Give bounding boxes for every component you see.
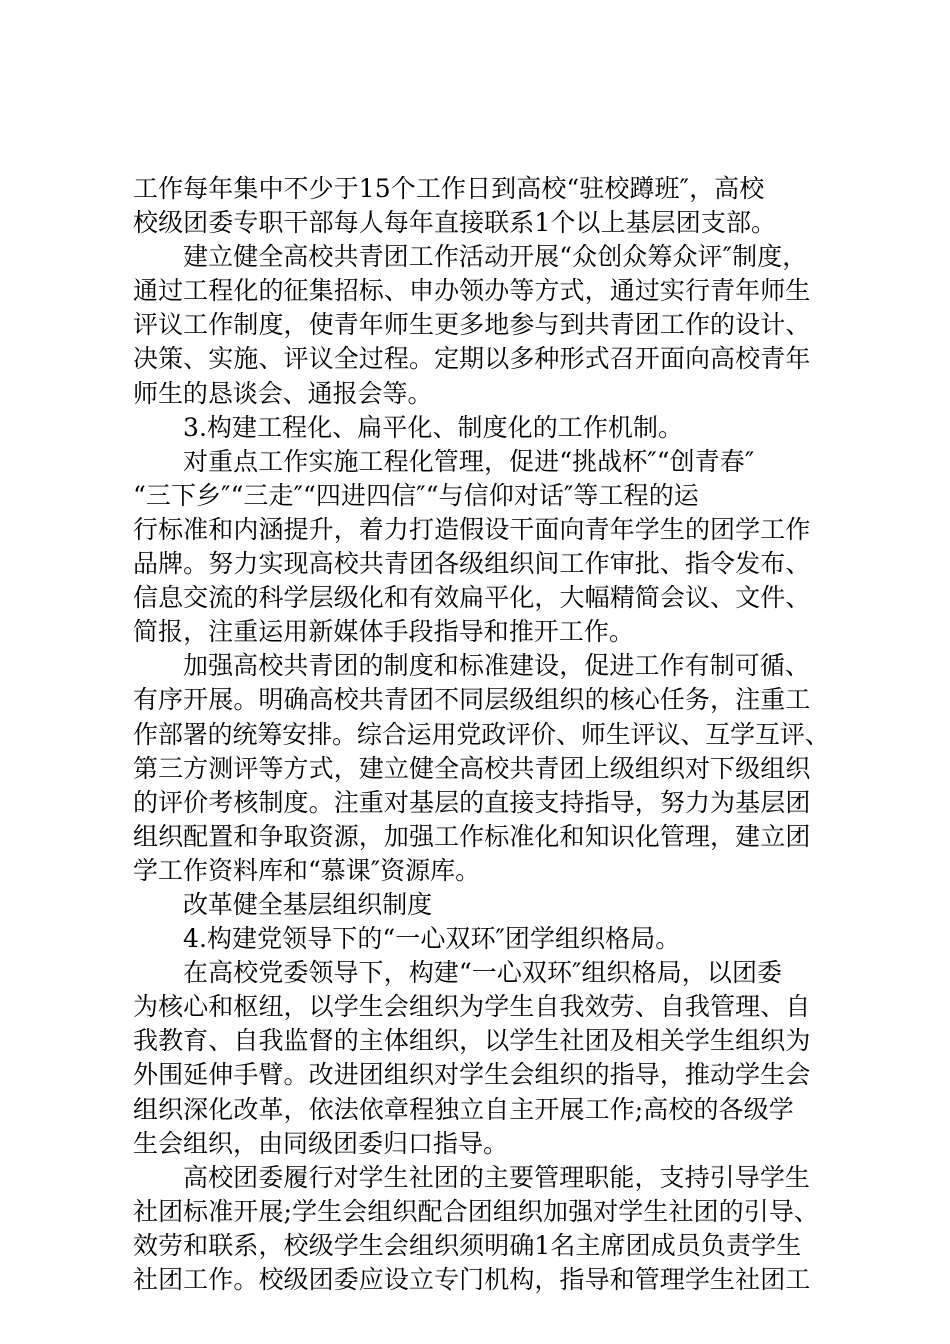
text-line: 3.构建工程化、扁平化、制度化的工作机制。 — [183, 412, 684, 442]
text-line: 改革健全基层组织制度 — [183, 889, 433, 919]
text-line: 校级团委专职干部每人每年直接联系1个以上基层团支部。 — [133, 208, 777, 238]
text-line: 评议工作制度，使青年师生更多地参与到共青团工作的设计、 — [133, 310, 811, 340]
text-line: 高校团委履行对学生社团的主要管理职能，支持引导学生 — [183, 1162, 811, 1192]
text-line: 社团标准开展;学生会组织配合团组织加强对学生社团的引导、 — [133, 1196, 820, 1226]
text-line: 有序开展。明确高校共青团不同层级组织的核心任务，注重工 — [133, 685, 811, 715]
text-line: 在高校党委领导下，构建“一心双环″组织格局，以团委 — [183, 958, 783, 988]
text-line: 的评价考核制度。注重对基层的直接支持指导，努力为基层团 — [133, 787, 811, 817]
text-line: 学工作资料库和“慕课″资源库。 — [133, 855, 481, 885]
text-line: 行标准和内涵提升，着力打造假设干面向青年学生的团学工作 — [133, 514, 811, 544]
text-line: 组织配置和争取资源，加强工作标准化和知识化管理，建立团 — [133, 821, 811, 851]
text-line: 对重点工作实施工程化管理，促进“挑战杯″“创青春″ — [183, 446, 755, 476]
text-line: 决策、实施、评议全过程。定期以多种形式召开面向高校青年 — [133, 344, 811, 374]
text-line: 品牌。努力实现高校共青团各级组织间工作审批、指令发布、 — [133, 549, 811, 579]
text-line: 通过工程化的征集招标、申办领办等方式，通过实行青年师生 — [133, 276, 811, 306]
text-line: 组织深化改革，依法依章程独立自主开展工作;高校的各级学 — [133, 1094, 794, 1124]
text-line: 外围延伸手臂。改进团组织对学生会组织的指导，推动学生会 — [133, 1060, 811, 1090]
text-line: 生会组织，由同级团委归口指导。 — [133, 1128, 509, 1158]
text-line: 效劳和联系，校级学生会组织须明确1名主席团成员负责学生 — [133, 1230, 802, 1260]
text-line: 为核心和枢纽，以学生会组织为学生自我效劳、自我管理、自 — [133, 992, 811, 1022]
document-body — [133, 172, 833, 1297]
text-line: 4.构建党领导下的“一心双环″团学组织格局。 — [183, 924, 681, 954]
text-line: “三下乡″“三走″“四进四信″“与信仰对话″等工程的运 — [133, 480, 699, 510]
text-line: 作部署的统筹安排。综合运用党政评价、师生评议、互学互评、 — [133, 719, 830, 749]
text-line: 第三方测评等方式，建立健全高校共青团上级组织对下级组织 — [133, 753, 811, 783]
text-line: 信息交流的科学层级化和有效扁平化，大幅精简会议、文件、 — [133, 583, 811, 613]
text-line: 简报，注重运用新媒体手段指导和推开工作。 — [133, 617, 635, 647]
text-line: 我教育、自我监督的主体组织，以学生社团及相关学生组织为 — [133, 1026, 811, 1056]
text-line: 工作每年集中不少于15个工作日到高校“驻校蹲班″，高校 — [133, 174, 765, 203]
text-line: 加强高校共青团的制度和标准建设，促进工作有制可循、 — [183, 651, 811, 681]
text-line: 社团工作。校级团委应设立专门机构，指导和管理学生社团工 — [133, 1265, 811, 1294]
text-line: 师生的恳谈会、通报会等。 — [133, 378, 433, 408]
text-line: 建立健全高校共青团工作活动开展“众创众筹众评″制度， — [183, 242, 808, 272]
